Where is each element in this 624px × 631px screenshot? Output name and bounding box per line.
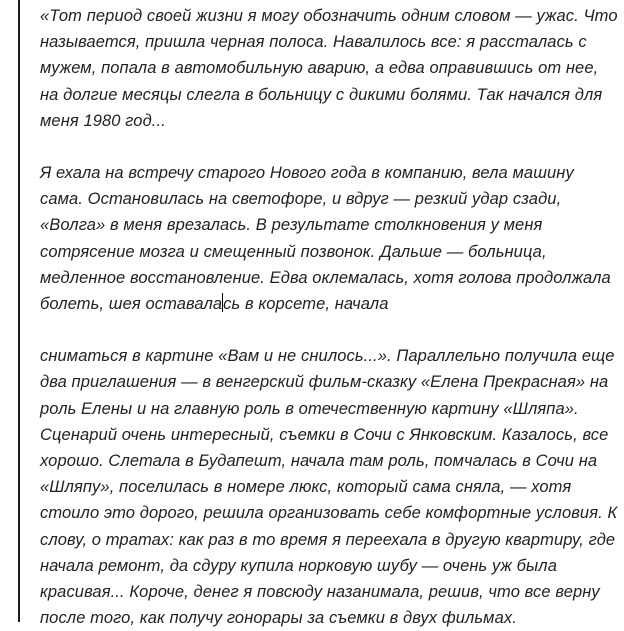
text-line-with-caret[interactable] — [40, 291, 618, 317]
text-line: «Шляпу», поселилась в номере люкс, который сама сняла, — хотя — [40, 478, 572, 497]
text-line: сама. Остановилась на светофоре, и вдруг — резкий удар сзади, — [40, 190, 562, 209]
paragraph-2 — [40, 160, 618, 317]
text-line: после того, как получу гонорары за съемки в двух фильмах. — [40, 609, 517, 628]
text-line: стоило это дорого, решила организовать себе комфортные условия. К — [40, 504, 618, 523]
text-line: Сценарий очень интересный, съемки в Сочи с Янковским. Казалось, все — [40, 425, 609, 444]
text-before-caret: болеть, шея оставала — [40, 295, 223, 314]
text-line: Я ехала на встречу старого Нового года в компанию, вела машину — [40, 164, 574, 183]
text-line: сотрясение мозга и смещенный позвонок. Дальше — больница, — [40, 242, 547, 261]
text-line: сниматься в картине «Вам и не снилось...». Параллельно получила еще — [40, 347, 615, 366]
text-line: называется, пришла черная полоса. Навалилось все: я рассталась с — [40, 33, 587, 52]
paragraph-1 — [40, 3, 618, 134]
text-line: слову, о тратах: как раз в то время я переехала в другую квартиру, где — [40, 530, 616, 549]
paragraph-3 — [40, 343, 618, 631]
text-line: на долгие месяцы слегла в больницу с дикими болями. Так начался для — [40, 85, 603, 104]
text-line: медленное восстановление. Едва оклемалась, хотя голова продолжала — [40, 268, 611, 287]
left-border-rule — [18, 0, 20, 622]
text-line: «Тот период своей жизни я могу обозначить одним словом — ужас. Что — [40, 7, 618, 25]
text-line: меня 1980 год... — [40, 111, 166, 130]
document-body — [40, 3, 618, 631]
text-line: начала ремонт, да сдуру купила норковую шубу — очень уж была — [40, 556, 557, 575]
text-line: роль Елены и на главную роль в отечественную картину «Шляпа». — [40, 399, 579, 418]
text-after-caret: сь в корсете, начала — [223, 295, 389, 314]
text-line: красивая... Короче, денег я повсюду назанимала, решив, что все верну — [40, 583, 600, 602]
text-line: хорошо. Слетала в Будапешт, начала там роль, помчалась в Сочи на — [40, 452, 598, 471]
text-line: два приглашения — в венгерский фильм-сказку «Елена Прекрасная» на — [40, 373, 609, 392]
text-line: «Волга» в меня врезалась. В результате столкновения у меня — [40, 216, 543, 235]
text-line: мужем, попала в автомобильную аварию, а едва оправившись от нее, — [40, 59, 599, 78]
